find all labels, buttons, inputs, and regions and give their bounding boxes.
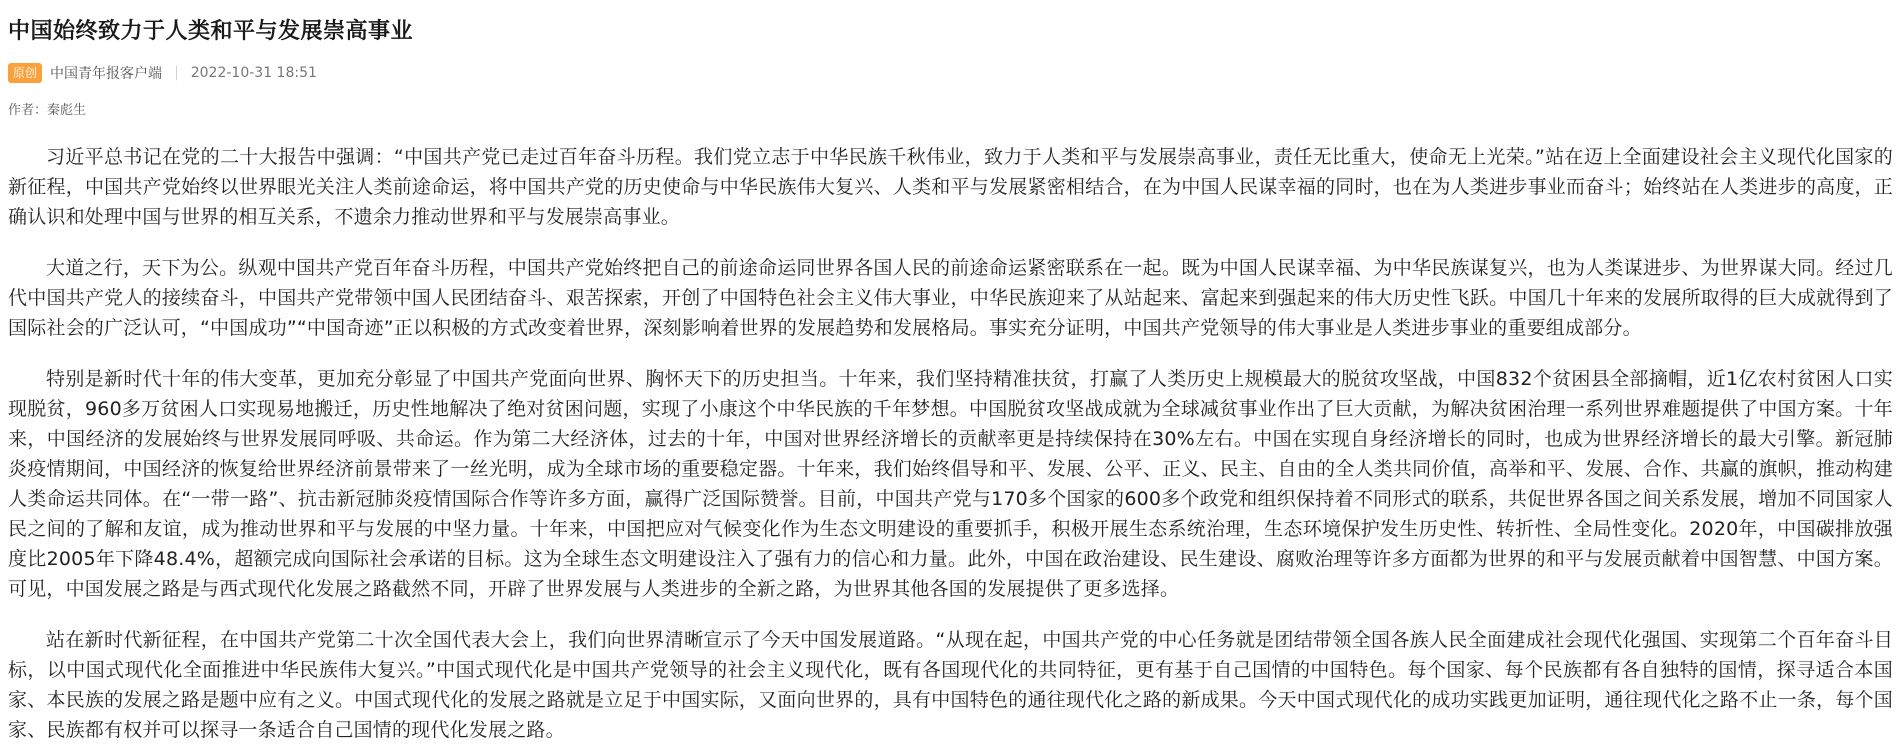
meta-separator: |	[174, 65, 179, 81]
article-source[interactable]: 中国青年报客户端	[50, 66, 163, 82]
original-badge: 原创	[8, 63, 42, 83]
article-body	[8, 142, 1893, 745]
article-meta	[8, 63, 1893, 83]
article-datetime: 2022-10-31 18:51	[190, 65, 317, 81]
article-paragraph-2: 大道之行，天下为公。纵观中国共产党百年奋斗历程，中国共产党始终把自己的前途命运同世界各国人民的前途命运紧密联系在一起。既为中国人民谋幸福、为中华民族谋复兴，也为人类谋进步、为世界谋大同。经过几代中国共产党人的接续奋斗，中国共产党带领中国人民团结奋斗、艰苦探索，开创了中国特色社会主义伟大事业，中华民族迎来了从站起来、富起来到强起来的伟大历史性飞跃。中国几十年来的发展所取得的巨大成就得到了国际社会的广泛认可，“中国成功”“中国奇迹”正以积极的方式改变着世界，深刻影响着世界的发展趋势和发展格局。事实充分证明，中国共产党领导的伟大事业是人类进步事业的重要组成部分。	[8, 257, 1893, 339]
article-paragraph-3: 特别是新时代十年的伟大变革，更加充分彰显了中国共产党面向世界、胸怀天下的历史担当。十年来，我们坚持精准扶贫，打赢了人类历史上规模最大的脱贫攻坚战，中国832个贫困县全部摘帽，近1亿农村贫困人口实现脱贫，960多万贫困人口实现易地搬迁，历史性地解决了绝对贫困问题，实现了小康这个中华民族的千年梦想。中国脱贫攻坚战成就为全球减贫事业作出了巨大贡献，为解决贫困治理一系列世界难题提供了中国方案。十年来，中国经济的发展始终与世界发展同呼吸、共命运。作为第二大经济体，过去的十年，中国对世界经济增长的贡献率更是持续保持在30%左右。中国在实现自身经济增长的同时，也成为世界经济增长的最大引擎。新冠肺炎疫情期间，中国经济的恢复给世界经济前景带来了一丝光明，成为全球市场的重要稳定器。十年来，我们始终倡导和平、发展、公平、正义、民主、自由的全人类共同价值，高举和平、发展、合作、共赢的旗帜，推动构建人类命运共同体。在“一带一路”、抗击新冠肺炎疫情国际合作等许多方面，赢得广泛国际赞誉。目前，中国共产党与170多个国家的600多个政党和组织保持着不同形式的联系，共促世界各国之间关系发展，增加不同国家人民之间的了解和友谊，成为推动世界和平与发展的中坚力量。十年来，中国把应对气候变化作为生态文明建设的重要抓手，积极开展生态系统治理，生态环境保护发生历史性、转折性、全局性变化。2020年，中国碳排放强度比2005年下降48.4%，超额完成向国际社会承诺的目标。这为全球生态文明建设注入了强有力的信心和力量。此外，中国在政治建设、民生建设、腐败治理等许多方面都为世界的和平与发展贡献着中国智慧、中国方案。可见，中国发展之路是与西式现代化发展之路截然不同，开辟了世界发展与人类进步的全新之路，为世界其他各国的发展提供了更多选择。	[8, 368, 1893, 600]
article-author: 作者：秦彪生	[8, 103, 87, 118]
article-title: 中国始终致力于人类和平与发展崇高事业	[8, 19, 414, 44]
article-paragraph-4: 站在新时代新征程，在中国共产党第二十次全国代表大会上，我们向世界清晰宣示了今天中国发展道路。“从现在起，中国共产党的中心任务就是团结带领全国各族人民全面建成社会现代化强国、实现第二个百年奋斗目标，以中国式现代化全面推进中华民族伟大复兴。”中国式现代化是中国共产党领导的社会主义现代化，既有各国现代化的共同特征，更有基于自己国情的中国特色。每个国家、每个民族都有各自独特的国情，探寻适合本国家、本民族的发展之路是题中应有之义。中国式现代化的发展之路就是立足于中国实际，又面向世界的，具有中国特色的通往现代化之路的新成果。今天中国式现代化的成功实践更加证明，通往现代化之路不止一条，每个国家、民族都有权并可以探寻一条适合自己国情的现代化发展之路。	[8, 629, 1893, 741]
article-paragraph-1: 习近平总书记在党的二十大报告中强调：“中国共产党已走过百年奋斗历程。我们党立志于中华民族千秋伟业，致力于人类和平与发展崇高事业，责任无比重大，使命无上光荣。”站在迈上全面建设社会主义现代化国家的新征程，中国共产党始终以世界眼光关注人类前途命运，将中国共产党的历史使命与中华民族伟大复兴、人类和平与发展紧密相结合，在为中国人民谋幸福的同时，也在为人类进步事业而奋斗；始终站在人类进步的高度，正确认识和处理中国与世界的相互关系，不遗余力推动世界和平与发展崇高事业。	[8, 146, 1893, 228]
